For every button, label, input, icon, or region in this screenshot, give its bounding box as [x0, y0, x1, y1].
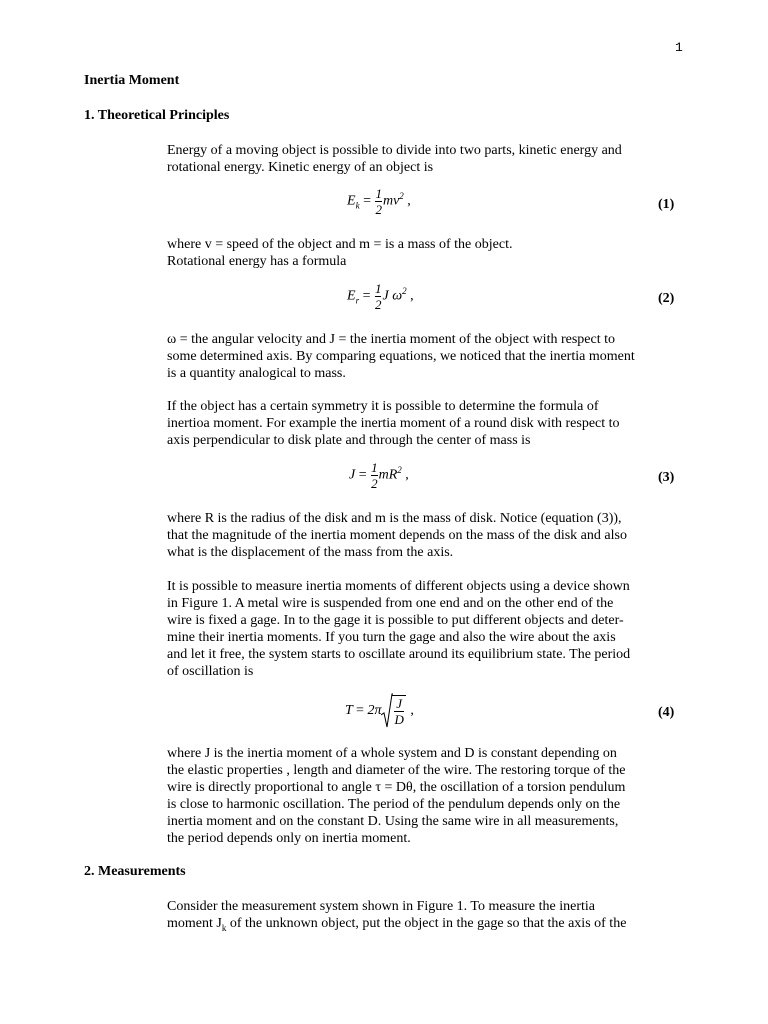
text-line: what is the displacement of the mass from the axis.	[167, 545, 454, 560]
text-line: mine their inertia moments. If you turn the gage and also the wire about the axis	[167, 630, 616, 645]
equation-1: $E_k$ = $\frac{1}{2}$ $mv^2$ ,	[347, 186, 411, 217]
text-line: wire is fixed a gage. In to the gage it is possible to put different objects and deter-	[167, 613, 624, 628]
document-title: Inertia Moment	[84, 73, 180, 88]
paragraph-measurement-system	[167, 898, 687, 937]
equation-1-number: (1)	[658, 197, 675, 212]
paragraph-torsion-pendulum	[167, 745, 687, 847]
text-line: the period depends only on inertia moment.	[167, 831, 411, 846]
text-line: in Figure 1. A metal wire is suspended from one end and on the other end of the	[167, 596, 614, 611]
text-line: ω = the angular velocity and J = the inertia moment of the object with respect to	[167, 332, 615, 347]
paragraph-disk-radius	[167, 510, 687, 561]
equation-2: $E_r$ = $\frac{1}{2}$ J $\omega^2$ ,	[347, 281, 414, 312]
text-line: wire is directly proportional to angle τ = Dθ, the oscillation of a torsion pendulum	[167, 780, 626, 795]
text-line: Rotational energy has a formula	[167, 254, 347, 269]
text-line: some determined axis. By comparing equations, we noticed that the inertia moment	[167, 349, 635, 364]
text-line: Consider the measurement system shown in Figure 1. To measure the inertia	[167, 899, 596, 914]
text-line: It is possible to measure inertia moments of different objects using a device shown	[167, 579, 630, 594]
text-line: moment $J_k$ of the unknown object, put the object in the gage so that the axis of the	[167, 916, 627, 933]
text-line: rotational energy. Kinetic energy of an object is	[167, 160, 434, 175]
text-line: axis perpendicular to disk plate and through the center of mass is	[167, 433, 531, 448]
equation-3: J = $\frac{1}{2}$ $mR^2$ ,	[349, 460, 409, 491]
equation-3-number: (3)	[658, 470, 675, 485]
section-2-heading: 2. Measurements	[84, 864, 186, 879]
equation-2-number: (2)	[658, 291, 675, 306]
paragraph-velocity-definition	[167, 236, 687, 270]
text-line: inertia moment and on the constant D. Using the same wire in all measurements,	[167, 814, 619, 829]
equation-4: T = 2π $\frac{J}{D}$ ,	[345, 693, 414, 729]
text-line: If the object has a certain symmetry it is possible to determine the formula of	[167, 399, 599, 414]
text-line: is close to harmonic oscillation. The period of the pendulum depends only on the	[167, 797, 621, 812]
text-line: the elastic properties , length and diameter of the wire. The restoring torque of the	[167, 763, 626, 778]
text-line: where R is the radius of the disk and m is the mass of disk. Notice (equation (3)),	[167, 511, 622, 526]
text-line: is a quantity analogical to mass.	[167, 366, 346, 381]
section-1-heading: 1. Theoretical Principles	[84, 108, 230, 123]
paragraph-angular-velocity	[167, 331, 687, 382]
paragraph-symmetry	[167, 398, 687, 449]
paragraph-device-description	[167, 578, 687, 680]
paragraph-kinetic-energy	[167, 142, 687, 176]
text-line: and let it free, the system starts to oscillate around its equilibrium state. The period	[167, 647, 631, 662]
text-line: of oscillation is	[167, 664, 254, 679]
text-line: inertioa moment. For example the inertia moment of a round disk with respect to	[167, 416, 620, 431]
text-line: that the magnitude of the inertia moment depends on the mass of the disk and also	[167, 528, 627, 543]
equation-4-number: (4)	[658, 705, 675, 720]
text-line: Energy of a moving object is possible to divide into two parts, kinetic energy and	[167, 143, 622, 158]
text-line: where J is the inertia moment of a whole system and D is constant depending on	[167, 746, 617, 761]
text-line: where v = speed of the object and m = is a mass of the object.	[167, 237, 513, 252]
page-number: 1	[675, 40, 683, 55]
